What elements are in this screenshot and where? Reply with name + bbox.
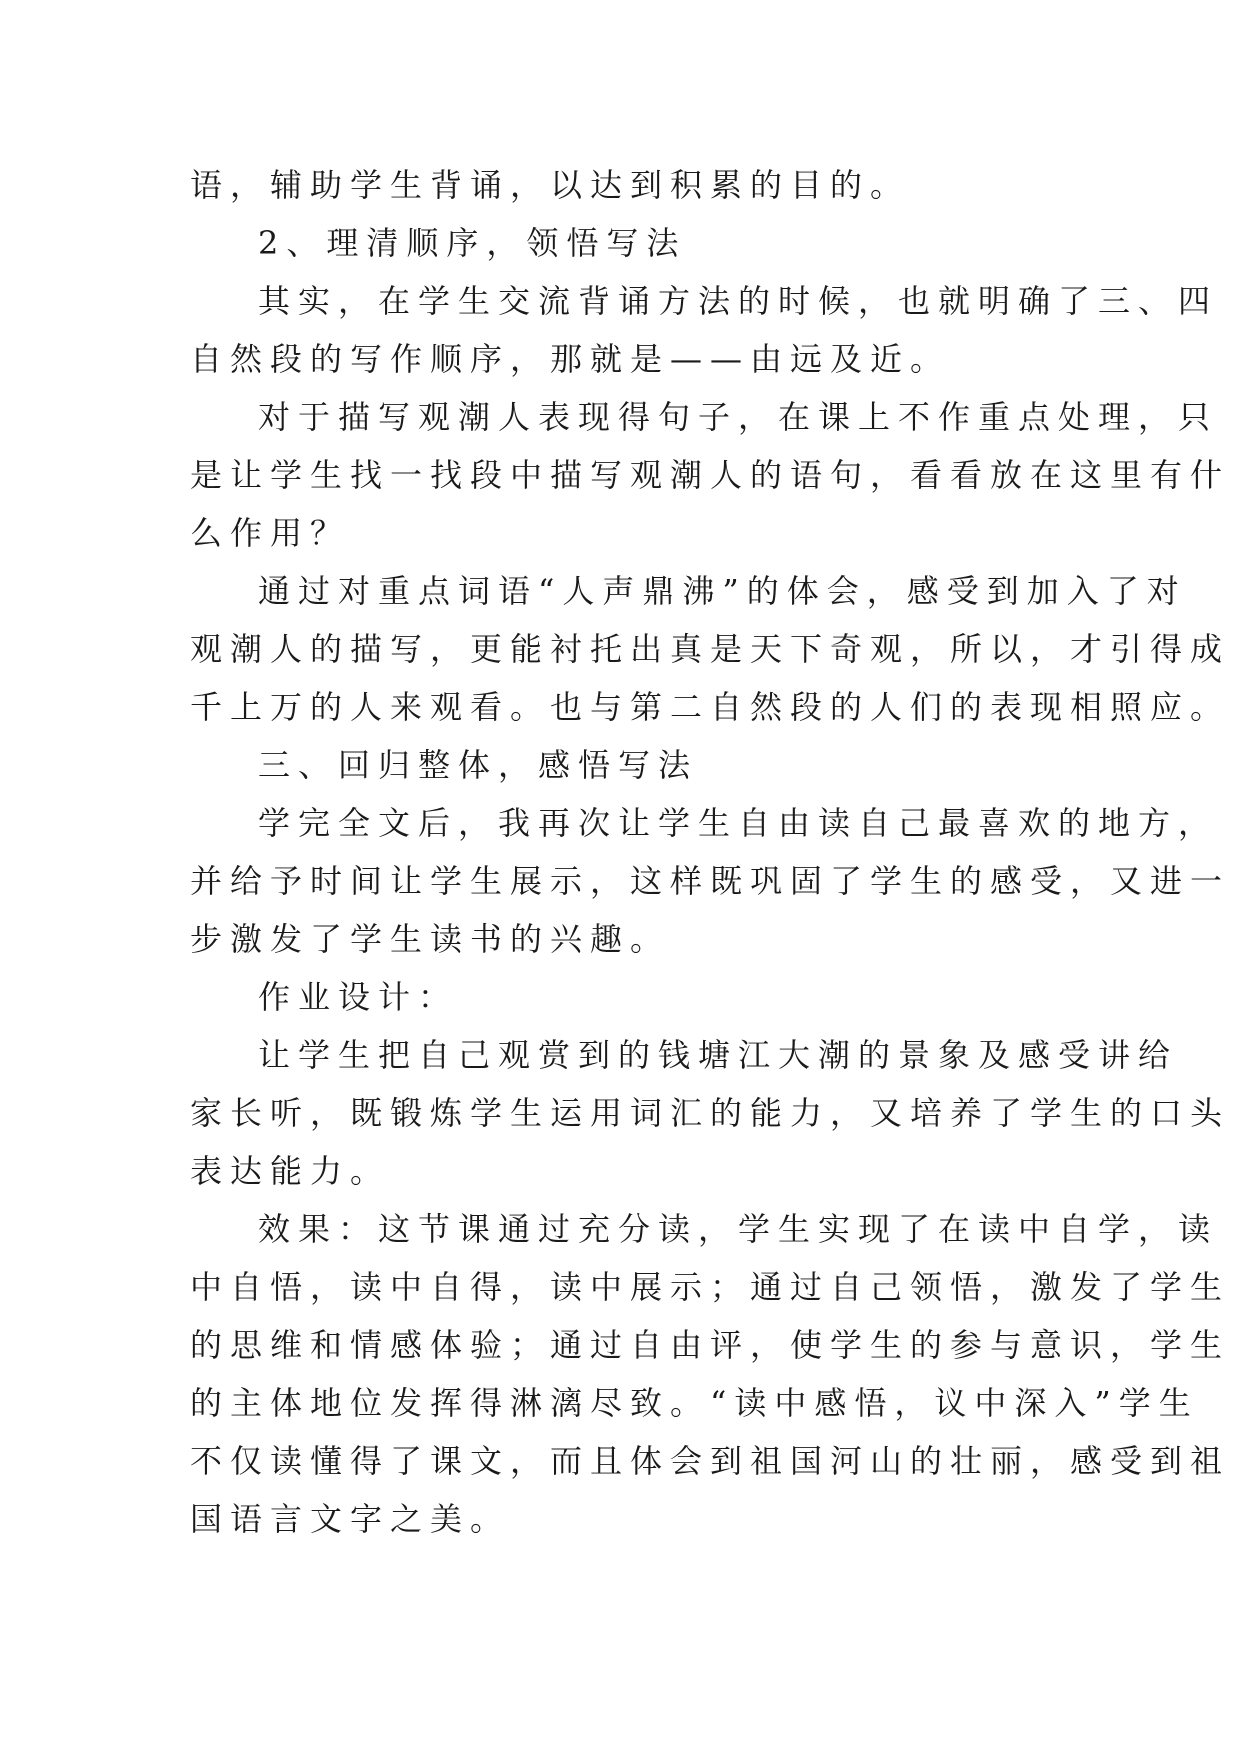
text-line: 步激发了学生读书的兴趣。 [190,920,671,958]
text-line: 语，辅助学生背诵，以达到积累的目的。 [190,166,911,204]
text-line: 不仅读懂得了课文，而且体会到祖国河山的壮丽，感受到祖 [190,1442,1231,1480]
text-line: 么作用？ [190,514,351,552]
text-line: 是让学生找一找段中描写观潮人的语句，看看放在这里有什 [190,456,1231,494]
text-line: 让学生把自己观赏到的钱塘江大潮的景象及感受讲给 [258,1036,1179,1074]
text-line: 通过对重点词语“人声鼎沸”的体会，感受到加入了对 [258,572,1187,610]
text-line: 效果：这节课通过充分读，学生实现了在读中自学，读 [258,1210,1219,1248]
text-line: 观潮人的描写，更能衬托出真是天下奇观，所以，才引得成 [190,630,1231,668]
section-heading: 2、理清顺序，领悟写法 [258,224,687,262]
text-line: 中自悟，读中自得，读中展示；通过自己领悟，激发了学生 [190,1268,1231,1306]
section-heading: 作业设计： [258,978,459,1016]
section-heading: 三、回归整体，感悟写法 [258,746,699,784]
document-body [190,156,1231,1548]
text-line: 的思维和情感体验；通过自由评，使学生的参与意识，学生 [190,1326,1231,1364]
text-line: 并给予时间让学生展示，这样既巩固了学生的感受，又进一 [190,862,1231,900]
text-line: 千上万的人来观看。也与第二自然段的人们的表现相照应。 [190,688,1231,726]
text-line: 对于描写观潮人表现得句子，在课上不作重点处理，只 [258,398,1219,436]
text-line: 国语言文字之美。 [190,1500,511,1538]
text-line: 表达能力。 [190,1152,391,1190]
text-line: 学完全文后，我再次让学生自由读自己最喜欢的地方， [258,804,1219,842]
text-line: 家长听，既锻炼学生运用词汇的能力，又培养了学生的口头 [190,1094,1231,1132]
text-line: 自然段的写作顺序，那就是——由远及近。 [190,340,951,378]
text-line: 其实，在学生交流背诵方法的时候，也就明确了三、四 [258,282,1219,320]
text-line: 的主体地位发挥得淋漓尽致。“读中感悟，议中深入”学生 [190,1384,1199,1422]
